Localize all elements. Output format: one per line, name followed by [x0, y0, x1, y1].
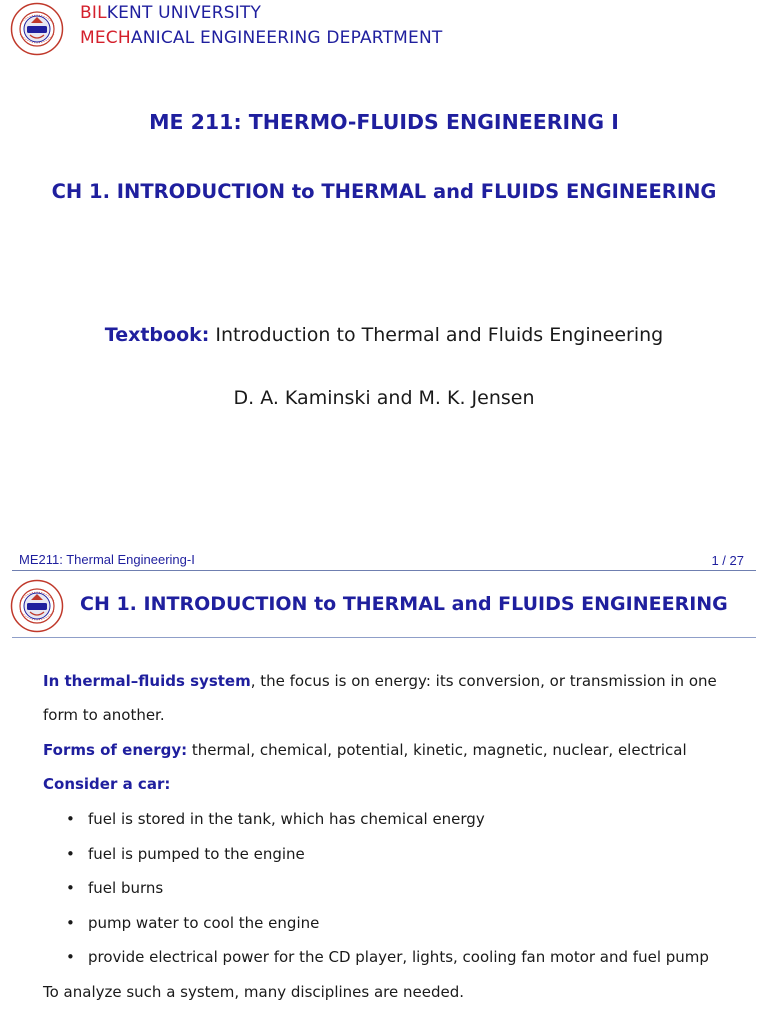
paragraph-forms-of-energy	[43, 741, 687, 759]
bullet-icon: •	[66, 948, 75, 966]
course-title: ME 211: THERMO-FLUIDS ENGINEERING I	[149, 110, 619, 134]
list-item	[66, 878, 709, 913]
textbook-label: Textbook:	[104, 324, 210, 346]
highlight-forms-of-energy: Forms of energy:	[43, 741, 188, 759]
list-item-text: provide electrical power for the CD player, lights, cooling fan motor and fuel pump	[88, 948, 709, 966]
list-item-text: fuel burns	[88, 879, 164, 897]
list-item-text: fuel is stored in the tank, which has chemical energy	[88, 810, 485, 828]
university-name-rest: KENT UNIVERSITY	[106, 3, 262, 23]
list-item	[66, 844, 709, 879]
highlight-consider-a-car: Consider a car:	[43, 775, 171, 793]
highlight-thermal-fluids: In thermal–fluids system	[43, 672, 251, 690]
university-name-red: BIL	[80, 3, 107, 23]
closing-paragraph: To analyze such a system, many disciplines are needed.	[43, 983, 465, 1001]
title-divider	[12, 637, 756, 638]
bullet-icon: •	[66, 879, 75, 897]
car-energy-list	[66, 809, 709, 982]
heading-consider-a-car	[43, 775, 170, 793]
list-item	[66, 809, 709, 844]
footer-page-number: 1 / 27	[711, 553, 744, 568]
bullet-icon: •	[66, 913, 75, 932]
paragraph-thermal-fluids-continued: form to another.	[43, 706, 165, 724]
university-seal-icon	[10, 2, 64, 56]
authors: D. A. Kaminski and M. K. Jensen	[233, 387, 535, 409]
forms-of-energy-text: thermal, chemical, potential, kinetic, magnetic, nuclear, electrical	[187, 741, 687, 759]
textbook-line	[0, 324, 768, 346]
slide-title: CH 1. INTRODUCTION to THERMAL and FLUIDS ENGINEERING	[80, 593, 728, 615]
department-name-red: MECH	[80, 28, 131, 48]
paragraph-thermal-fluids-text: , the focus is on energy: its conversion, or transmission in one	[250, 672, 717, 690]
bullet-icon: •	[66, 844, 75, 863]
department-name	[80, 28, 442, 48]
paragraph-thermal-fluids	[43, 672, 717, 690]
footer-divider	[12, 570, 756, 571]
department-name-rest: ANICAL ENGINEERING DEPARTMENT	[130, 28, 443, 48]
chapter-title: CH 1. INTRODUCTION to THERMAL and FLUIDS ENGINEERING	[51, 180, 717, 203]
list-item-text: fuel is pumped to the engine	[88, 844, 305, 863]
list-item	[66, 913, 709, 948]
textbook-title: Introduction to Thermal and Fluids Engineering	[209, 324, 664, 346]
list-item-text: pump water to cool the engine	[88, 913, 320, 932]
bullet-icon: •	[66, 810, 75, 828]
university-name	[80, 3, 261, 23]
footer-course: ME211: Thermal Engineering-I	[19, 552, 195, 567]
list-item	[66, 947, 709, 982]
university-seal-icon	[10, 579, 64, 633]
